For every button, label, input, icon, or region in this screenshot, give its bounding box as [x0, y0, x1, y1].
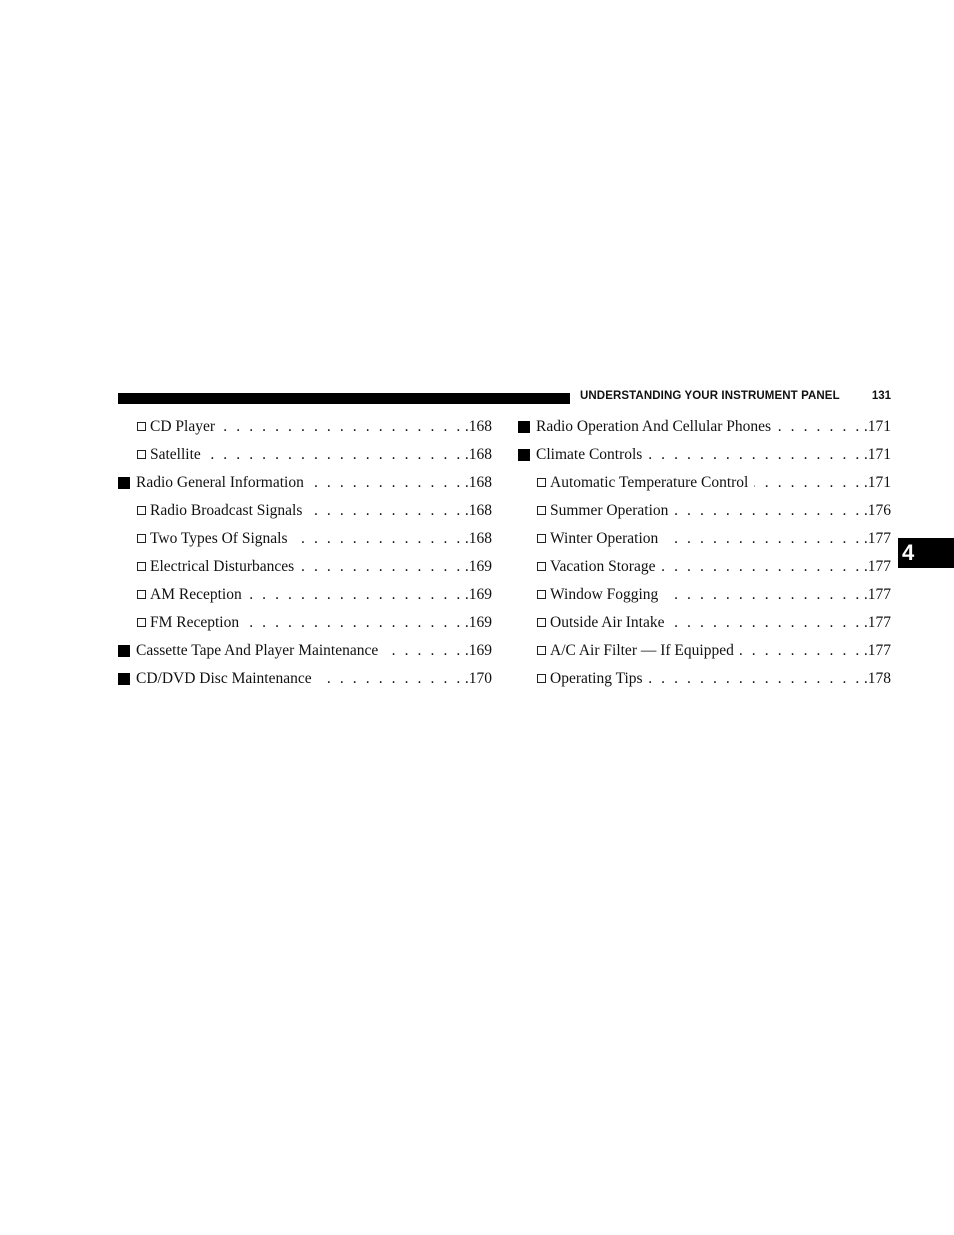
dot-leader [740, 642, 862, 660]
toc-entry-page: .171 [863, 474, 891, 491]
toc-entry-page: .171 [863, 446, 891, 463]
toc-entry-two-types-of-signals[interactable] [118, 525, 492, 553]
toc-entry-title: Climate Controls [536, 446, 643, 463]
toc-entry-page: .177 [863, 614, 891, 631]
toc-entry-climate-controls[interactable] [518, 441, 891, 469]
toc-entry-page: .169 [464, 642, 492, 659]
hollow-square-bullet-icon [537, 534, 546, 543]
toc-entry-title: Electrical Disturbances [150, 558, 295, 575]
toc-entry-operating-tips[interactable] [518, 665, 891, 693]
toc-entry-page: .169 [464, 558, 492, 575]
toc-entry-summer-operation[interactable] [518, 497, 891, 525]
filled-square-bullet-icon [118, 645, 130, 657]
dot-leader [248, 586, 463, 604]
hollow-square-bullet-icon [537, 590, 546, 599]
toc-entry-title: Outside Air Intake [550, 614, 665, 631]
toc-entry-cassette-tape-maintenance[interactable] [118, 637, 492, 665]
dot-leader [649, 670, 862, 688]
toc-entry-page: .176 [863, 502, 891, 519]
toc-entry-title: Vacation Storage [550, 558, 656, 575]
toc-entry-title: Satellite [150, 446, 201, 463]
dot-leader [221, 418, 463, 436]
page-number: 131 [871, 390, 891, 402]
toc-entry-title: Winter Operation [550, 530, 659, 547]
toc-entry-vacation-storage[interactable] [518, 553, 891, 581]
dot-leader [754, 474, 862, 492]
toc-entry-page: .171 [863, 418, 891, 435]
toc-entry-page: .177 [863, 586, 891, 603]
running-header-title: UNDERSTANDING YOUR INSTRUMENT PANEL [580, 390, 840, 402]
hollow-square-bullet-icon [137, 618, 146, 627]
toc-entry-title: FM Reception [150, 614, 240, 631]
chapter-tab-number: 4 [902, 540, 915, 565]
toc-entry-radio-operation-cellular-phones[interactable] [518, 413, 891, 441]
toc-entry-page: .169 [464, 586, 492, 603]
toc-entry-page: .168 [464, 418, 492, 435]
toc-entry-fm-reception[interactable] [118, 609, 492, 637]
toc-entry-am-reception[interactable] [118, 581, 492, 609]
toc-entry-page: .170 [464, 670, 492, 687]
toc-entry-page: .168 [464, 530, 492, 547]
dot-leader [300, 558, 463, 576]
hollow-square-bullet-icon [137, 450, 146, 459]
toc-entry-title: Radio Broadcast Signals [150, 502, 303, 519]
dot-leader [310, 474, 463, 492]
dot-leader [664, 586, 862, 604]
toc-entry-page: .177 [863, 558, 891, 575]
toc-entry-satellite[interactable] [118, 441, 492, 469]
toc-entry-title: Two Types Of Signals [150, 530, 288, 547]
filled-square-bullet-icon [518, 421, 530, 433]
toc-entry-cd-dvd-disc-maintenance[interactable] [118, 665, 492, 693]
toc-entry-automatic-temperature-control[interactable] [518, 469, 891, 497]
toc-entry-title: Radio Operation And Cellular Phones [536, 418, 772, 435]
hollow-square-bullet-icon [537, 562, 546, 571]
hollow-square-bullet-icon [537, 674, 546, 683]
dot-leader [207, 446, 463, 464]
toc-entry-title: Automatic Temperature Control [550, 474, 749, 491]
hollow-square-bullet-icon [537, 646, 546, 655]
toc-entry-radio-general-information[interactable] [118, 469, 492, 497]
toc-entry-page: .178 [863, 670, 891, 687]
toc-entry-radio-broadcast-signals[interactable] [118, 497, 492, 525]
toc-left-column [118, 413, 492, 693]
toc-entry-ac-air-filter[interactable] [518, 637, 891, 665]
toc-entry-page: .177 [863, 642, 891, 659]
filled-square-bullet-icon [118, 673, 130, 685]
toc-entry-title: Operating Tips [550, 670, 643, 687]
header-rule-bar [118, 393, 570, 404]
dot-leader [661, 558, 861, 576]
toc-entry-window-fogging[interactable] [518, 581, 891, 609]
toc-entry-title: CD Player [150, 418, 216, 435]
hollow-square-bullet-icon [137, 506, 146, 515]
toc-entry-winter-operation[interactable] [518, 525, 891, 553]
toc-entry-title: Window Fogging [550, 586, 659, 603]
toc-entry-title: Radio General Information [136, 474, 304, 491]
toc-entry-page: .177 [863, 530, 891, 547]
toc-entry-title: AM Reception [150, 586, 242, 603]
dot-leader [293, 530, 462, 548]
filled-square-bullet-icon [118, 477, 130, 489]
dot-leader [664, 530, 862, 548]
toc-entry-page: .169 [464, 614, 492, 631]
dot-leader [671, 614, 862, 632]
toc-entry-electrical-disturbances[interactable] [118, 553, 492, 581]
dot-leader [384, 642, 463, 660]
toc-entry-cd-player[interactable] [118, 413, 492, 441]
hollow-square-bullet-icon [137, 534, 146, 543]
dot-leader [674, 502, 861, 520]
toc-entry-title: Cassette Tape And Player Maintenance [136, 642, 379, 659]
dot-leader [318, 670, 463, 688]
dot-leader [648, 446, 862, 464]
toc-entry-page: .168 [464, 474, 492, 491]
toc-entry-title: CD/DVD Disc Maintenance [136, 670, 312, 687]
toc-entry-outside-air-intake[interactable] [518, 609, 891, 637]
filled-square-bullet-icon [518, 449, 530, 461]
toc-entry-title: A/C Air Filter — If Equipped [550, 642, 734, 659]
toc-right-column [518, 413, 891, 693]
toc-entry-page: .168 [464, 502, 492, 519]
hollow-square-bullet-icon [137, 590, 146, 599]
dot-leader [245, 614, 463, 632]
chapter-tab [898, 538, 954, 568]
hollow-square-bullet-icon [137, 422, 146, 431]
hollow-square-bullet-icon [537, 478, 546, 487]
hollow-square-bullet-icon [537, 618, 546, 627]
hollow-square-bullet-icon [137, 562, 146, 571]
toc-entry-title: Summer Operation [550, 502, 669, 519]
dot-leader [308, 502, 462, 520]
dot-leader [777, 418, 862, 436]
hollow-square-bullet-icon [537, 506, 546, 515]
toc-entry-page: .168 [464, 446, 492, 463]
